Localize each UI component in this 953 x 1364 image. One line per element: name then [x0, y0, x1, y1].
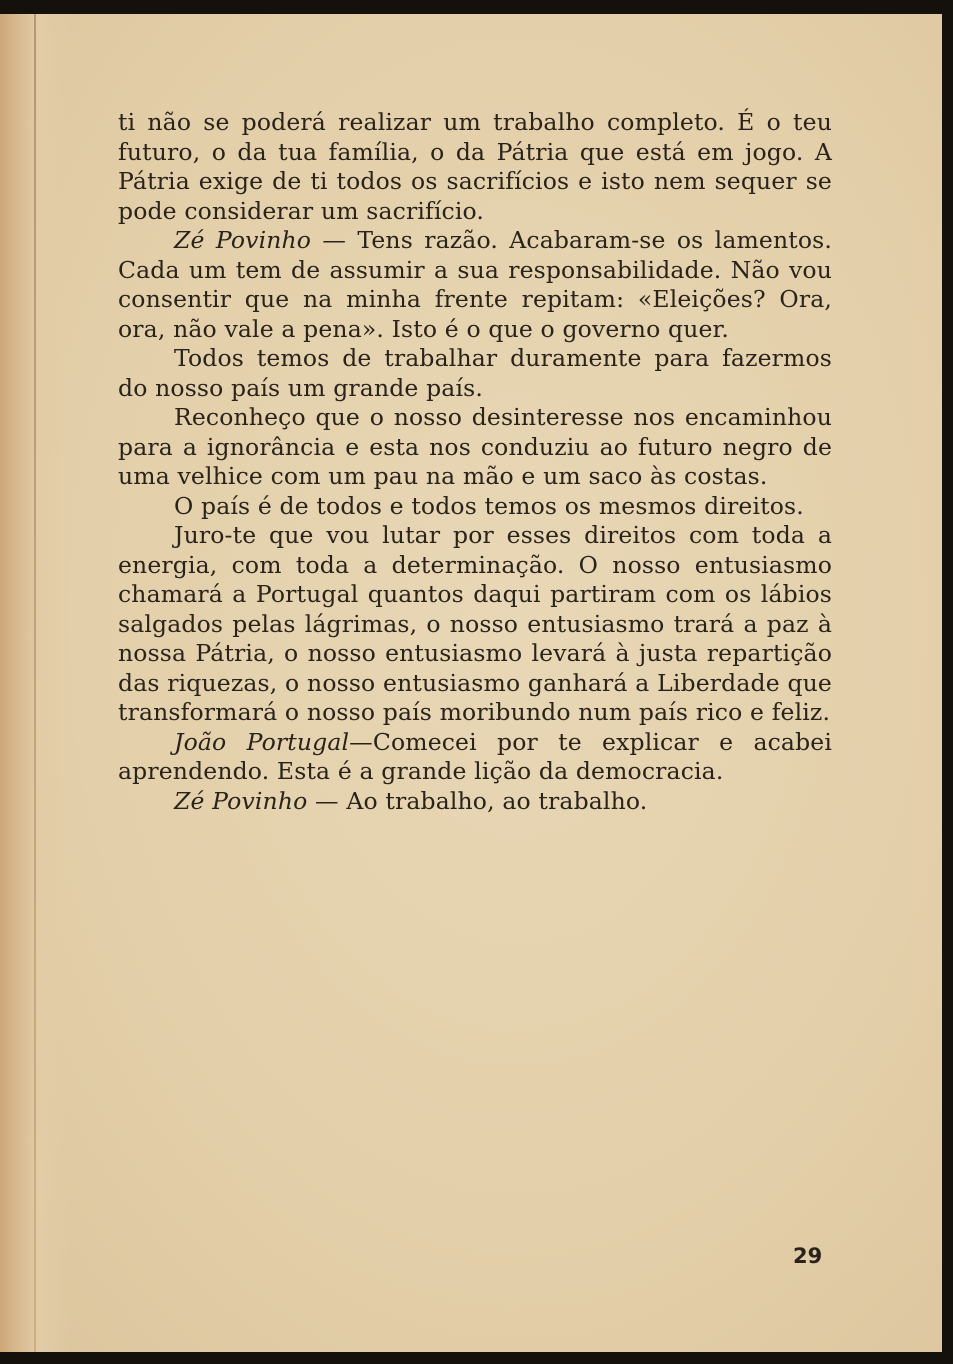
speaker-name: Zé Povinho: [174, 786, 308, 815]
paragraph-5: O país é de todos e todos temos os mesmos direitos.: [174, 491, 804, 520]
binding-fold: [34, 14, 36, 1352]
paragraph-8: Zé Povinho — Ao trabalho, ao trabalho.: [174, 786, 648, 815]
paragraph-7: João Portugal—Comecei por te explicar e acabei aprendendo. Esta é a grande lição da democracia.: [118, 727, 832, 785]
dialogue-dash: —: [349, 727, 373, 756]
paragraph-6: Juro-te que vou lutar por esses direitos com toda a energia, com toda a determinação. O nosso entusiasmo chamará a Portugal quantos daqui partiram com os lábios salgados pelas lágrimas, o nosso entusiasmo trará a paz à nossa Pátria, o nosso entusiasmo levará à justa repartição das riquezas, o nosso entusiasmo ganhará a Liberdade que transformará o nosso país moribundo num país rico e feliz.: [118, 521, 832, 726]
paragraph-4: Reconheço que o nosso desinteresse nos encaminhou para a ignorância e esta nos conduziu ao futuro negro de uma velhice com um pau na mão e um saco às costas.: [118, 403, 832, 490]
body-text: [118, 108, 832, 816]
dialogue-dash: —: [311, 226, 358, 254]
paragraph-2: Zé Povinho — Tens razão. Acabaram-se os lamentos. Cada um tem de assumir a sua responsabilidade. Não vou consentir que na minha frente repitam: «Eleições? Ora, ora, não vale a pena». Isto é o que o governo quer.: [118, 226, 832, 343]
paragraph-3: Todos temos de trabalhar duramente para fazermos do nosso país um grande país.: [118, 344, 832, 402]
page-number: 29: [793, 1244, 823, 1268]
paragraph-1: ti não se poderá realizar um trabalho completo. É o teu futuro, o da tua família, o da Pátria que está em jogo. A Pátria exige de ti todos os sacrifícios e isto nem sequer se pode considerar um sacrifício.: [118, 108, 832, 225]
dialogue-dash: —: [307, 786, 347, 815]
speaker-name: João Portugal: [174, 727, 350, 756]
speaker-name: Zé Povinho: [174, 226, 312, 254]
